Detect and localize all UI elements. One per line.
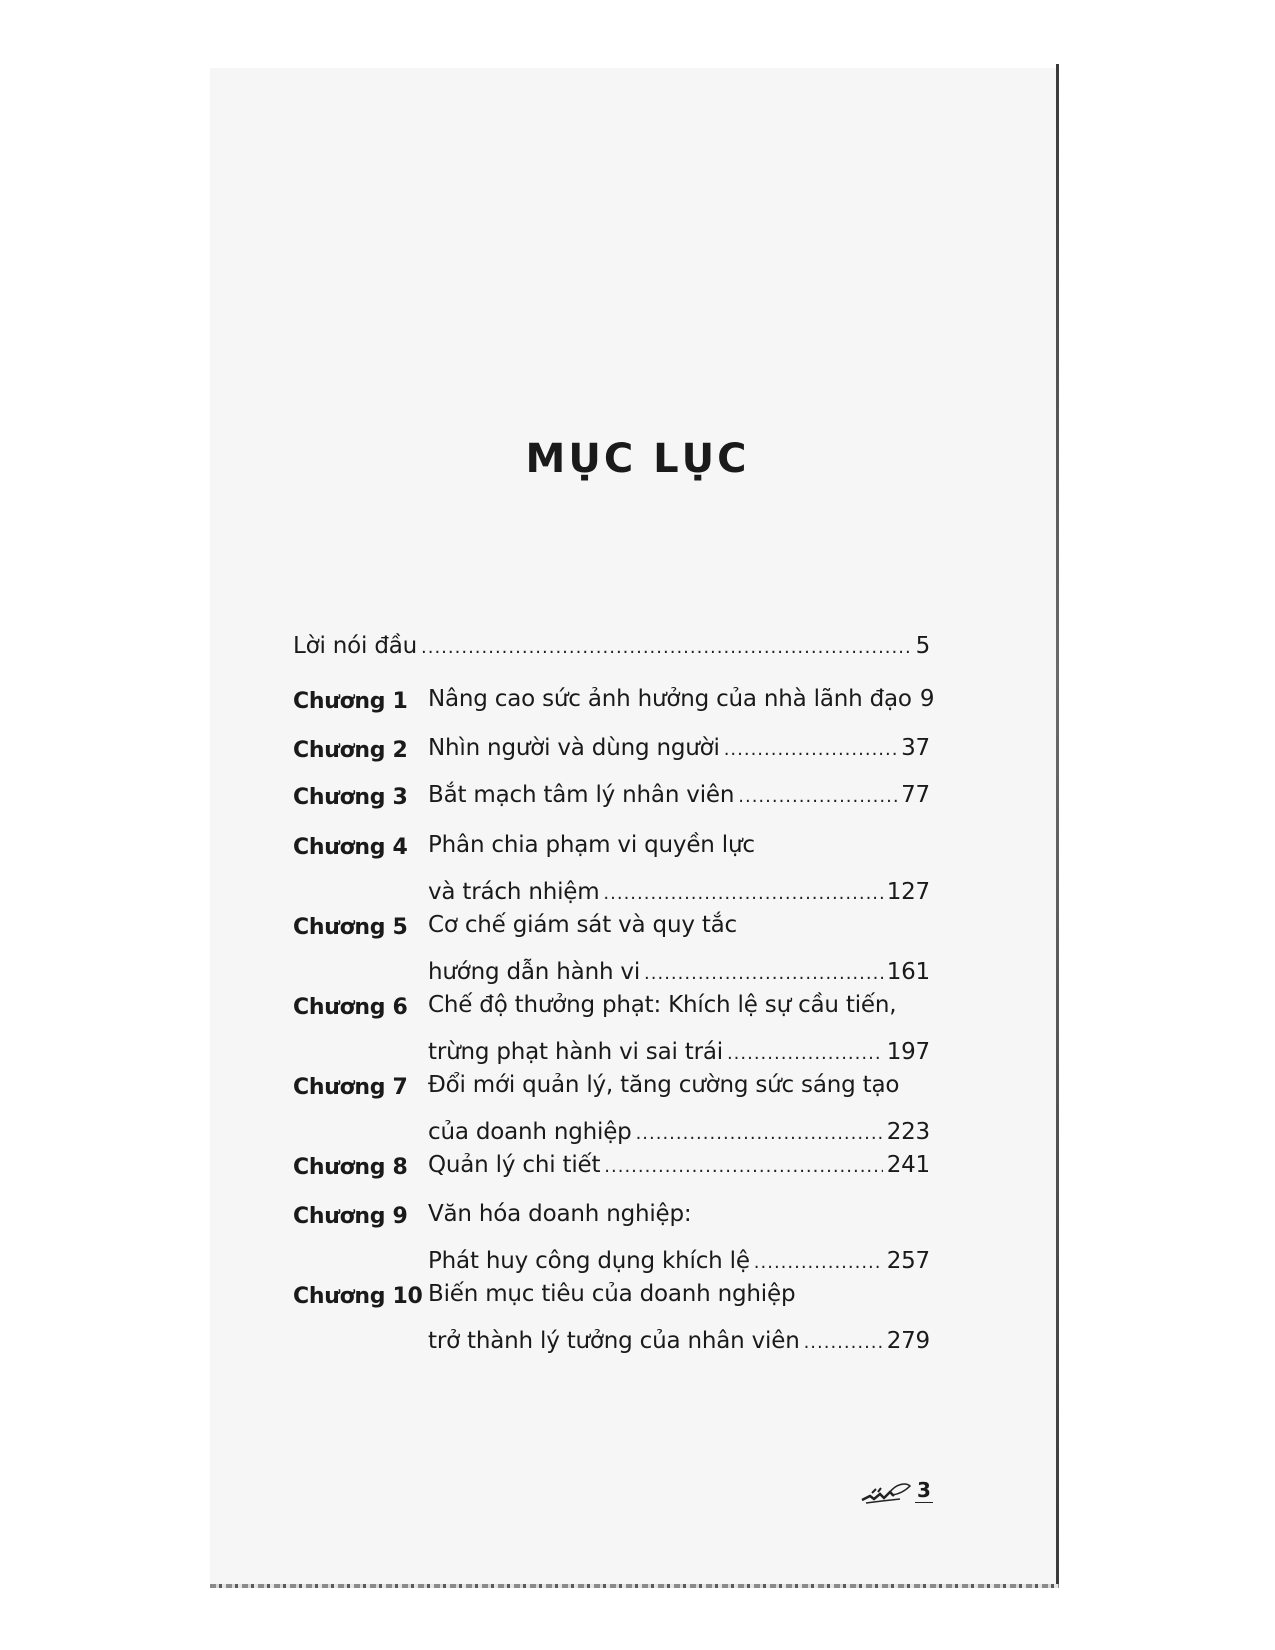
page-edge-right	[1056, 64, 1059, 1586]
chapter-title-line: Quản lý chi tiết	[428, 1152, 601, 1178]
dot-leader	[604, 1156, 882, 1177]
chapter-title	[428, 735, 930, 768]
dot-leader	[603, 883, 882, 904]
chapter-title	[428, 912, 930, 992]
preface-label: Lời nói đầu	[293, 633, 418, 659]
chapter-label: Chương 6	[293, 995, 408, 1020]
chapter-page: 241	[886, 1152, 930, 1178]
chapter-title-line: Nhìn người và dùng người	[428, 735, 720, 761]
dot-leader	[727, 1043, 883, 1064]
page-number: 3	[917, 1478, 931, 1502]
chapter-label: Chương 10	[293, 1284, 423, 1309]
dot-leader	[738, 786, 897, 807]
page-title: MỤC LỤC	[525, 436, 750, 482]
chapter-label: Chương 2	[293, 738, 408, 763]
chapter-label: Chương 1	[293, 689, 408, 714]
chapter-title	[428, 782, 930, 815]
dot-leader	[644, 963, 883, 984]
chapter-title-line: Phát huy công dụng khích lệ	[428, 1248, 750, 1274]
page-edge-bottom	[210, 1584, 1059, 1588]
page-footer	[860, 1478, 940, 1508]
chapter-label: Chương 3	[293, 785, 408, 810]
chapter-title-line: Phân chia phạm vi quyền lực	[428, 832, 755, 858]
chapter-title	[428, 1201, 930, 1281]
chapter-page: 257	[886, 1248, 930, 1274]
chapter-title	[428, 1152, 930, 1185]
chapter-title-line: và trách nhiệm	[428, 879, 600, 905]
chapter-label: Chương 4	[293, 835, 408, 860]
chapter-title-line: Bắt mạch tâm lý nhân viên	[428, 782, 735, 808]
feather-ornament-icon	[860, 1480, 912, 1506]
chapter-title	[428, 686, 935, 719]
chapter-label: Chương 9	[293, 1204, 408, 1229]
chapter-title	[428, 992, 930, 1072]
dot-leader	[724, 739, 897, 760]
chapter-page: 9	[919, 686, 935, 712]
chapter-title	[428, 1281, 930, 1361]
chapter-title-line: Biến mục tiêu của doanh nghiệp	[428, 1281, 796, 1307]
chapter-label: Chương 7	[293, 1075, 408, 1100]
chapter-title-line: Nâng cao sức ảnh hưởng của nhà lãnh đạo	[428, 686, 912, 712]
chapter-page: 197	[886, 1039, 930, 1065]
chapter-page: 279	[886, 1328, 930, 1354]
dot-leader	[754, 1252, 883, 1273]
chapter-title-line: trừng phạt hành vi sai trái	[428, 1039, 723, 1065]
dot-leader	[636, 1123, 883, 1144]
chapter-title-line: hướng dẫn hành vi	[428, 959, 641, 985]
chapter-title-line: của doanh nghiệp	[428, 1119, 632, 1145]
preface-page: 5	[915, 633, 930, 659]
chapter-title-line: Chế độ thưởng phạt: Khích lệ sự cầu tiến,	[428, 992, 897, 1018]
chapter-label: Chương 5	[293, 915, 408, 940]
chapter-title-line: Văn hóa doanh nghiệp:	[428, 1201, 692, 1227]
dot-leader	[804, 1332, 883, 1353]
chapter-page: 77	[901, 782, 930, 808]
chapter-label: Chương 8	[293, 1155, 408, 1180]
chapter-page: 37	[901, 735, 930, 761]
chapter-title-line: Cơ chế giám sát và quy tắc	[428, 912, 738, 938]
chapter-title	[428, 832, 930, 912]
toc-preface[interactable]	[293, 633, 930, 666]
dot-leader	[421, 637, 912, 658]
chapter-page: 223	[886, 1119, 930, 1145]
chapter-page: 127	[886, 879, 930, 905]
chapter-title-line: trở thành lý tưởng của nhân viên	[428, 1328, 800, 1354]
chapter-page: 161	[886, 959, 930, 985]
chapter-title-line: Đổi mới quản lý, tăng cường sức sáng tạo	[428, 1072, 900, 1098]
chapter-title	[428, 1072, 930, 1152]
